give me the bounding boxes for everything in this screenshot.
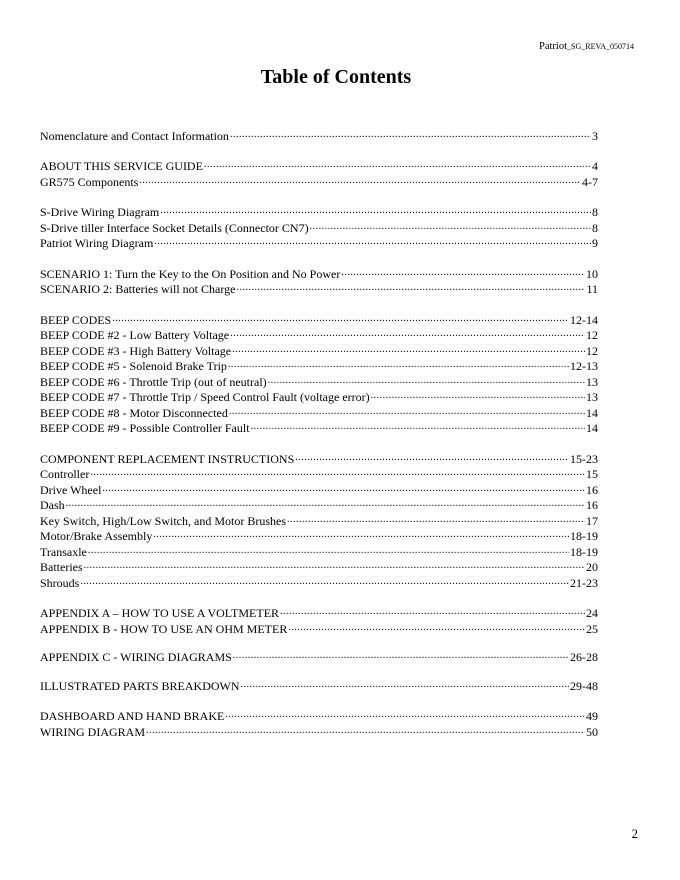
toc-entry xyxy=(40,559,598,575)
toc-entry xyxy=(40,219,598,235)
toc-dot-leader xyxy=(371,390,585,402)
toc-entry-label: Shrouds xyxy=(40,575,80,590)
toc-dot-leader xyxy=(154,236,591,248)
toc-entry-page: 11 xyxy=(586,282,598,296)
toc-entry-page: 14 xyxy=(586,421,598,435)
toc-entry-page: 21-23 xyxy=(570,575,598,590)
toc-entry-label: BEEP CODE #3 - High Battery Voltage xyxy=(40,343,232,358)
toc-entry-page: 10 xyxy=(586,266,598,281)
toc-section xyxy=(40,677,598,693)
toc-entry-page: 12-13 xyxy=(570,359,598,373)
toc-section xyxy=(40,450,598,590)
toc-entry-label: SCENARIO 2: Batteries will not Charge xyxy=(40,282,236,296)
toc-entry-page: 29-48 xyxy=(570,678,598,693)
toc-section xyxy=(40,649,598,665)
toc-entry xyxy=(40,158,598,174)
toc-entry-label: Nomenclature and Contact Information xyxy=(40,128,229,143)
toc-dot-leader xyxy=(295,452,569,464)
toc-dot-leader xyxy=(268,375,585,387)
toc-entry-page: 17 xyxy=(586,513,598,528)
document-id xyxy=(539,41,634,52)
toc-entry-page: 12 xyxy=(586,343,598,358)
toc-entry-label: Patriot Wiring Diagram xyxy=(40,236,154,250)
toc-entry-label: DASHBOARD AND HAND BRAKE xyxy=(40,709,225,723)
toc-entry-label: GR575 Components xyxy=(40,174,139,189)
toc-entry-page: 26-28 xyxy=(570,650,598,664)
toc-entry-page: 50 xyxy=(586,724,598,739)
toc-entry xyxy=(40,281,598,297)
toc-entry-label: BEEP CODE #9 - Possible Controller Fault xyxy=(40,421,250,435)
toc-entry xyxy=(40,620,598,636)
toc-section xyxy=(40,708,598,739)
toc-dot-leader xyxy=(102,483,585,495)
toc-entry-label: APPENDIX B - HOW TO USE AN OHM METER xyxy=(40,621,288,636)
toc-dot-leader xyxy=(204,159,591,171)
toc-dot-leader xyxy=(288,622,585,634)
toc-dot-leader xyxy=(241,679,569,691)
page-title: Table of Contents xyxy=(260,66,412,88)
page-number: 2 xyxy=(631,826,638,841)
toc-entry xyxy=(40,327,598,343)
toc-entry xyxy=(40,708,598,724)
toc-entry xyxy=(40,649,598,665)
toc-entry-label: WIRING DIAGRAM xyxy=(40,724,145,739)
toc-entry xyxy=(40,311,598,327)
toc-entry-page: 8 xyxy=(592,205,598,219)
toc-entry-page: 18-19 xyxy=(570,529,598,543)
toc-entry xyxy=(40,677,598,693)
toc-entry xyxy=(40,235,598,251)
toc-entry-label: SCENARIO 1: Turn the Key to the On Position and No Power xyxy=(40,266,341,281)
toc-entry xyxy=(40,204,598,220)
toc-entry xyxy=(40,605,598,621)
toc-entry-page: 4-7 xyxy=(582,174,598,189)
toc-section xyxy=(40,265,598,296)
toc-dot-leader xyxy=(230,129,591,141)
toc-dot-leader xyxy=(88,545,569,557)
toc-entry-label: Key Switch, High/Low Switch, and Motor Brushes xyxy=(40,513,286,528)
toc-entry-page: 12-14 xyxy=(570,312,598,327)
toc-section xyxy=(40,158,598,189)
toc-entry xyxy=(40,512,598,528)
toc-entry-page: 14 xyxy=(586,405,598,420)
document-id-revision: _SG_REVA_050714 xyxy=(567,42,634,51)
toc-entry xyxy=(40,127,598,143)
toc-entry-page: 18-19 xyxy=(570,544,598,559)
toc-entry-page: 16 xyxy=(586,482,598,497)
toc-entry-page: 15 xyxy=(586,467,598,481)
toc-entry xyxy=(40,342,598,358)
toc-entry-label: BEEP CODE #6 - Throttle Trip (out of neutral) xyxy=(40,374,267,389)
toc-entry-page: 4 xyxy=(592,159,598,173)
toc-entry-label: APPENDIX A – HOW TO USE A VOLTMETER xyxy=(40,606,280,620)
toc-dot-leader xyxy=(80,576,569,588)
toc-entry xyxy=(40,723,598,739)
toc-entry-page: 49 xyxy=(586,709,598,723)
toc-section xyxy=(40,605,598,636)
toc-entry xyxy=(40,265,598,281)
toc-entry xyxy=(40,574,598,590)
toc-entry-label: ILLUSTRATED PARTS BREAKDOWN xyxy=(40,678,240,693)
toc-dot-leader xyxy=(146,725,585,737)
toc-entry-label: BEEP CODE #8 - Motor Disconnected xyxy=(40,405,228,420)
toc-dot-leader xyxy=(229,406,585,418)
toc-section xyxy=(40,311,598,435)
toc-entry-page: 8 xyxy=(592,220,598,235)
toc-entry xyxy=(40,358,598,374)
toc-entry-label: Motor/Brake Assembly xyxy=(40,529,153,543)
toc-dot-leader xyxy=(225,709,585,721)
toc-dot-leader xyxy=(139,175,581,187)
toc-entry-label: Drive Wheel xyxy=(40,482,102,497)
toc-entry xyxy=(40,528,598,544)
toc-entry-label: S-Drive Wiring Diagram xyxy=(40,205,160,219)
toc-entry-page: 13 xyxy=(586,390,598,404)
toc-dot-leader xyxy=(236,282,585,294)
toc-entry-page: 25 xyxy=(586,621,598,636)
toc-section xyxy=(40,204,598,251)
toc-entry xyxy=(40,497,598,513)
toc-entry xyxy=(40,466,598,482)
toc-dot-leader xyxy=(287,514,585,526)
toc-entry-label: APPENDIX C - WIRING DIAGRAMS xyxy=(40,650,232,664)
toc-entry xyxy=(40,420,598,436)
toc-entry xyxy=(40,543,598,559)
table-of-contents xyxy=(40,112,598,739)
toc-entry xyxy=(40,404,598,420)
toc-dot-leader xyxy=(160,205,591,217)
toc-entry xyxy=(40,450,598,466)
toc-dot-leader xyxy=(233,650,569,662)
toc-dot-leader xyxy=(228,359,569,371)
toc-entry-page: 13 xyxy=(586,374,598,389)
toc-entry-label: BEEP CODE #5 - Solenoid Brake Trip xyxy=(40,359,227,373)
toc-dot-leader xyxy=(251,421,585,433)
toc-dot-leader xyxy=(90,467,585,479)
toc-dot-leader xyxy=(232,344,585,356)
toc-dot-leader xyxy=(280,606,585,618)
toc-entry-page: 16 xyxy=(586,498,598,512)
toc-entry-page: 3 xyxy=(592,128,598,143)
toc-entry-label: Dash xyxy=(40,498,65,512)
toc-entry-label: Transaxle xyxy=(40,544,87,559)
toc-dot-leader xyxy=(230,328,585,340)
toc-entry-page: 15-23 xyxy=(570,451,598,466)
toc-entry xyxy=(40,481,598,497)
toc-entry-label: S-Drive tiller Interface Socket Details (Connector CN7) xyxy=(40,220,309,235)
toc-dot-leader xyxy=(66,498,585,510)
toc-entry-page: 24 xyxy=(586,606,598,620)
toc-entry-label: COMPONENT REPLACEMENT INSTRUCTIONS xyxy=(40,451,295,466)
toc-entry xyxy=(40,389,598,405)
toc-entry xyxy=(40,373,598,389)
toc-entry-label: BEEP CODE #7 - Throttle Trip / Speed Control Fault (voltage error) xyxy=(40,390,370,404)
document-id-main: Patriot xyxy=(539,41,568,52)
toc-dot-leader xyxy=(153,529,569,541)
toc-entry-label: Batteries xyxy=(40,560,83,574)
toc-dot-leader xyxy=(310,221,591,233)
toc-entry xyxy=(40,173,598,189)
toc-entry-label: BEEP CODES xyxy=(40,312,112,327)
toc-entry-page: 20 xyxy=(586,560,598,574)
toc-dot-leader xyxy=(112,313,569,325)
toc-section xyxy=(40,127,598,143)
toc-entry-page: 9 xyxy=(592,236,598,250)
toc-entry-page: 12 xyxy=(586,328,598,342)
toc-dot-leader xyxy=(84,560,585,572)
toc-entry-label: BEEP CODE #2 - Low Battery Voltage xyxy=(40,328,230,342)
toc-entry-label: ABOUT THIS SERVICE GUIDE xyxy=(40,159,203,173)
toc-dot-leader xyxy=(341,267,585,279)
toc-entry-label: Controller xyxy=(40,467,90,481)
